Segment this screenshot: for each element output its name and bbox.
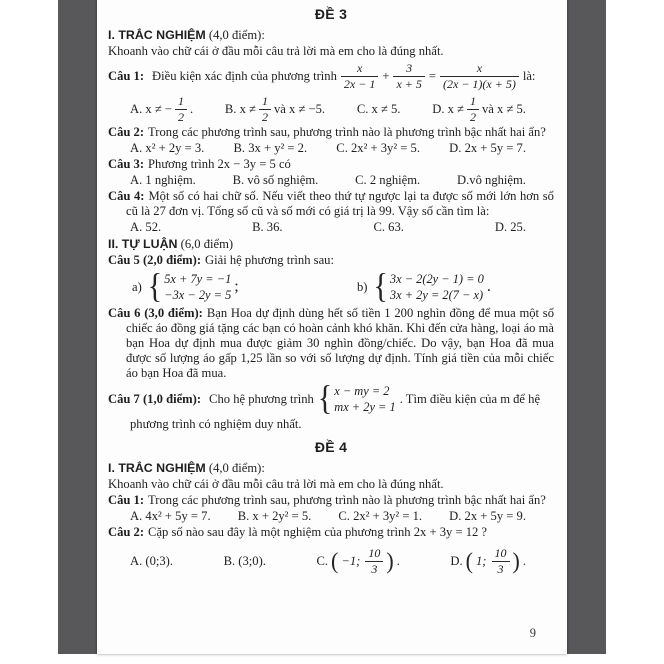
question-label: Câu 4:	[108, 189, 145, 203]
equation: 3x + 2y = 2(7 − x)	[389, 288, 484, 302]
fraction	[467, 95, 479, 124]
equation-system	[373, 267, 484, 306]
option-a: A. (0;3).	[130, 553, 174, 568]
option-a: A. 52.	[130, 220, 162, 234]
fraction	[393, 62, 424, 91]
question-text: Cặp số nào sau đây là một nghiệm của phương trình 2x + 3y = 12 ?	[148, 525, 488, 539]
question-text: Điều kiện xác định của phương trình	[152, 69, 337, 83]
de3-q7-continuation: phương trình có nghiệm duy nhất.	[130, 417, 302, 431]
question-text: Giải hệ phương trình sau:	[205, 253, 334, 267]
section-points: (6,0 điểm)	[180, 237, 234, 251]
option-text: B. x ≠	[224, 101, 256, 116]
question-label: Câu 5 (2,0 điểm):	[108, 253, 202, 267]
fraction	[365, 547, 383, 576]
option-text: D. x ≠	[432, 101, 464, 116]
open-paren-glyph: (	[465, 547, 473, 574]
fraction-numerator: 1	[259, 95, 271, 110]
de4-q1-question	[108, 493, 554, 508]
de4-title: ĐỀ 4	[314, 439, 348, 455]
option-c: C. 2x² + 3y² = 5.	[336, 141, 420, 155]
equation-system	[317, 379, 396, 418]
de4-q1-options	[108, 509, 554, 524]
system-label: a)	[132, 279, 142, 294]
document-photo-backdrop	[58, 0, 606, 654]
separator: .	[486, 278, 491, 295]
option-text: C.	[316, 553, 329, 568]
section-heading: I. TRẮC NGHIỆM	[108, 461, 206, 475]
section-heading: II. TỰ LUẬN	[108, 237, 178, 251]
question-text: Một số có hai chữ số. Nếu viết theo thứ tự ngược lại ta được số mới lớn hơn số cũ là 27 đơn vị. Tổng số cũ và số mới có giá trị là 99. Vậy số cần tìm là:	[126, 189, 554, 218]
fraction-denominator: x + 5	[396, 77, 422, 91]
de3-title: ĐỀ 3	[314, 6, 348, 22]
de3-q2-options	[108, 141, 554, 156]
fraction-denominator: 3	[497, 561, 504, 576]
question-label: Câu 1:	[108, 493, 145, 507]
fraction-denominator: (2x − 1)(x + 5)	[443, 77, 516, 91]
section-points: (4,0 điểm):	[208, 28, 265, 42]
option-b: B. 36.	[252, 220, 283, 234]
option-d: D. 2x + 5y = 9.	[449, 509, 526, 523]
option-text: .	[396, 553, 400, 568]
de3-q4-question	[108, 189, 554, 219]
fraction-numerator: 10	[492, 547, 510, 562]
close-paren-glyph: )	[386, 547, 394, 574]
option-text: .	[522, 553, 526, 568]
option-a	[130, 95, 193, 124]
fraction-denominator: 2	[178, 109, 184, 124]
option-a: A. 4x² + 5y = 7.	[130, 509, 211, 523]
option-c: C. 2x² + 3y² = 1.	[338, 509, 423, 523]
system-a	[132, 267, 357, 306]
close-paren-glyph: )	[512, 547, 520, 574]
option-b: B. x + 2y² = 5.	[237, 509, 312, 523]
de4-q2-options	[108, 546, 554, 576]
de3-q2-question	[108, 125, 554, 140]
option-text: và x ≠ −5.	[273, 101, 326, 116]
de3-q3-options	[108, 173, 554, 188]
question-label: Câu 3:	[108, 157, 145, 171]
de3-q6-question	[108, 306, 554, 381]
exam-page	[97, 0, 567, 654]
question-label: Câu 7 (1,0 điểm):	[108, 391, 202, 406]
de3-q3-question	[108, 157, 554, 172]
brace-glyph: {	[373, 267, 388, 306]
option-c: C. 63.	[373, 220, 404, 234]
option-b	[225, 95, 325, 124]
option-b: B. 3x + y² = 2.	[233, 141, 308, 155]
question-tail: là:	[522, 69, 536, 83]
equals-operator: =	[428, 69, 436, 83]
de3-q1-options	[108, 94, 554, 124]
question-text: Phương trình 2x − 3y = 5 có	[148, 157, 291, 171]
equation: 5x + 7y = −1	[164, 272, 232, 286]
de3-q1-question	[108, 62, 554, 91]
fraction-denominator: 2	[261, 109, 268, 124]
question-label: Câu 6 (3,0 điểm):	[108, 306, 203, 320]
option-c: C. 2 nghiệm.	[355, 173, 421, 187]
plus-operator: +	[382, 69, 390, 83]
system-label: b)	[357, 279, 368, 294]
fraction-denominator: 2x − 1	[343, 77, 376, 91]
question-text: Bạn Hoa dự định dùng hết số tiền 1 200 nghìn đồng để mua một số chiếc áo đồng giá tặng các bạn có hoàn cảnh khó khăn. Khi đến cửa hàng, loại áo mà bạn Hoa dự định mua được giảm 30 nghìn đồng/chiếc. Do vậy, bạn Hoa đã mua được số lượng áo gấp 1,25 lần so với số lượng dự định. Tính giá tiền của mỗi chiếc áo bạn Hoa đã mua.	[126, 306, 554, 380]
question-label: Câu 2:	[108, 525, 145, 539]
option-c	[316, 547, 399, 576]
question-label: Câu 2:	[108, 125, 145, 139]
de4-instruction: Khoanh vào chữ cái ở đầu mỗi câu trả lời mà em cho là đúng nhất.	[108, 477, 444, 491]
de4-q2-question	[108, 525, 554, 540]
de3-q4-options	[108, 220, 554, 235]
equation: x − my = 2	[334, 384, 390, 398]
de3-q7-question	[108, 379, 554, 418]
de3-instruction: Khoanh vào chữ cái ở đầu mỗi câu trả lời mà em cho là đúng nhất.	[108, 44, 444, 58]
question-label: Câu 1:	[108, 69, 145, 83]
fraction-numerator: 1	[467, 95, 479, 110]
de3-section-tu-luan	[108, 236, 554, 252]
de3-q5-question	[108, 253, 554, 268]
section-points: (4,0 điểm):	[208, 461, 265, 475]
system-b	[357, 267, 491, 306]
fraction-numerator: 3	[393, 62, 424, 77]
option-b: B. vô số nghiệm.	[232, 173, 319, 187]
de3-q5-systems	[108, 267, 554, 306]
fraction	[492, 547, 510, 576]
option-d	[450, 547, 526, 576]
open-paren-glyph: (	[331, 547, 339, 574]
fraction	[175, 95, 187, 124]
equation: −3x − 2y = 5	[164, 288, 232, 302]
de4-section-trac-nghiem	[108, 460, 554, 476]
question-text: Trong các phương trình sau, phương trình nào là phương trình bậc nhất hai ẩn?	[148, 493, 546, 507]
section-heading: I. TRẮC NGHIỆM	[108, 28, 206, 42]
option-math: 1;	[476, 553, 487, 568]
fraction-numerator: x	[341, 62, 378, 77]
option-math: −1;	[341, 553, 361, 568]
option-text: và x ≠ 5.	[481, 101, 526, 116]
option-d: D. 2x + 5y = 7.	[449, 141, 526, 155]
option-a: A. x² + 2y = 3.	[130, 141, 205, 155]
equation: 3x − 2(2y − 1) = 0	[389, 272, 484, 286]
fraction-denominator: 3	[371, 561, 378, 576]
option-text: .	[190, 101, 194, 116]
fraction	[341, 62, 378, 91]
page-number: 9	[529, 626, 536, 640]
option-text: A. x ≠ −	[130, 101, 172, 116]
question-tail: . Tìm điều kiện của m để hệ	[399, 391, 541, 406]
question-text: Trong các phương trình sau, phương trình nào là phương trình bậc nhất hai ẩn?	[148, 125, 546, 139]
option-c: C. x ≠ 5.	[356, 101, 401, 116]
separator: ;	[234, 278, 239, 295]
option-d: D.vô nghiệm.	[457, 173, 526, 187]
fraction-denominator: 2	[469, 109, 476, 124]
fraction-numerator: 10	[365, 547, 383, 562]
option-b: B. (3;0).	[223, 553, 266, 568]
option-d	[432, 95, 526, 124]
fraction	[259, 95, 271, 124]
option-text: D.	[450, 553, 463, 568]
equation: mx + 2y = 1	[334, 400, 396, 414]
fraction-numerator: x	[440, 62, 519, 77]
brace-glyph: {	[147, 267, 163, 306]
equation-system	[147, 267, 232, 306]
option-a: A. 1 nghiệm.	[130, 173, 196, 187]
fraction	[440, 62, 519, 91]
fraction-numerator: 1	[175, 95, 187, 110]
brace-glyph: {	[317, 379, 333, 418]
de3-section-trac-nghiem	[108, 27, 554, 43]
option-d: D. 25.	[494, 220, 526, 234]
question-text: Cho hệ phương trình	[209, 391, 314, 406]
